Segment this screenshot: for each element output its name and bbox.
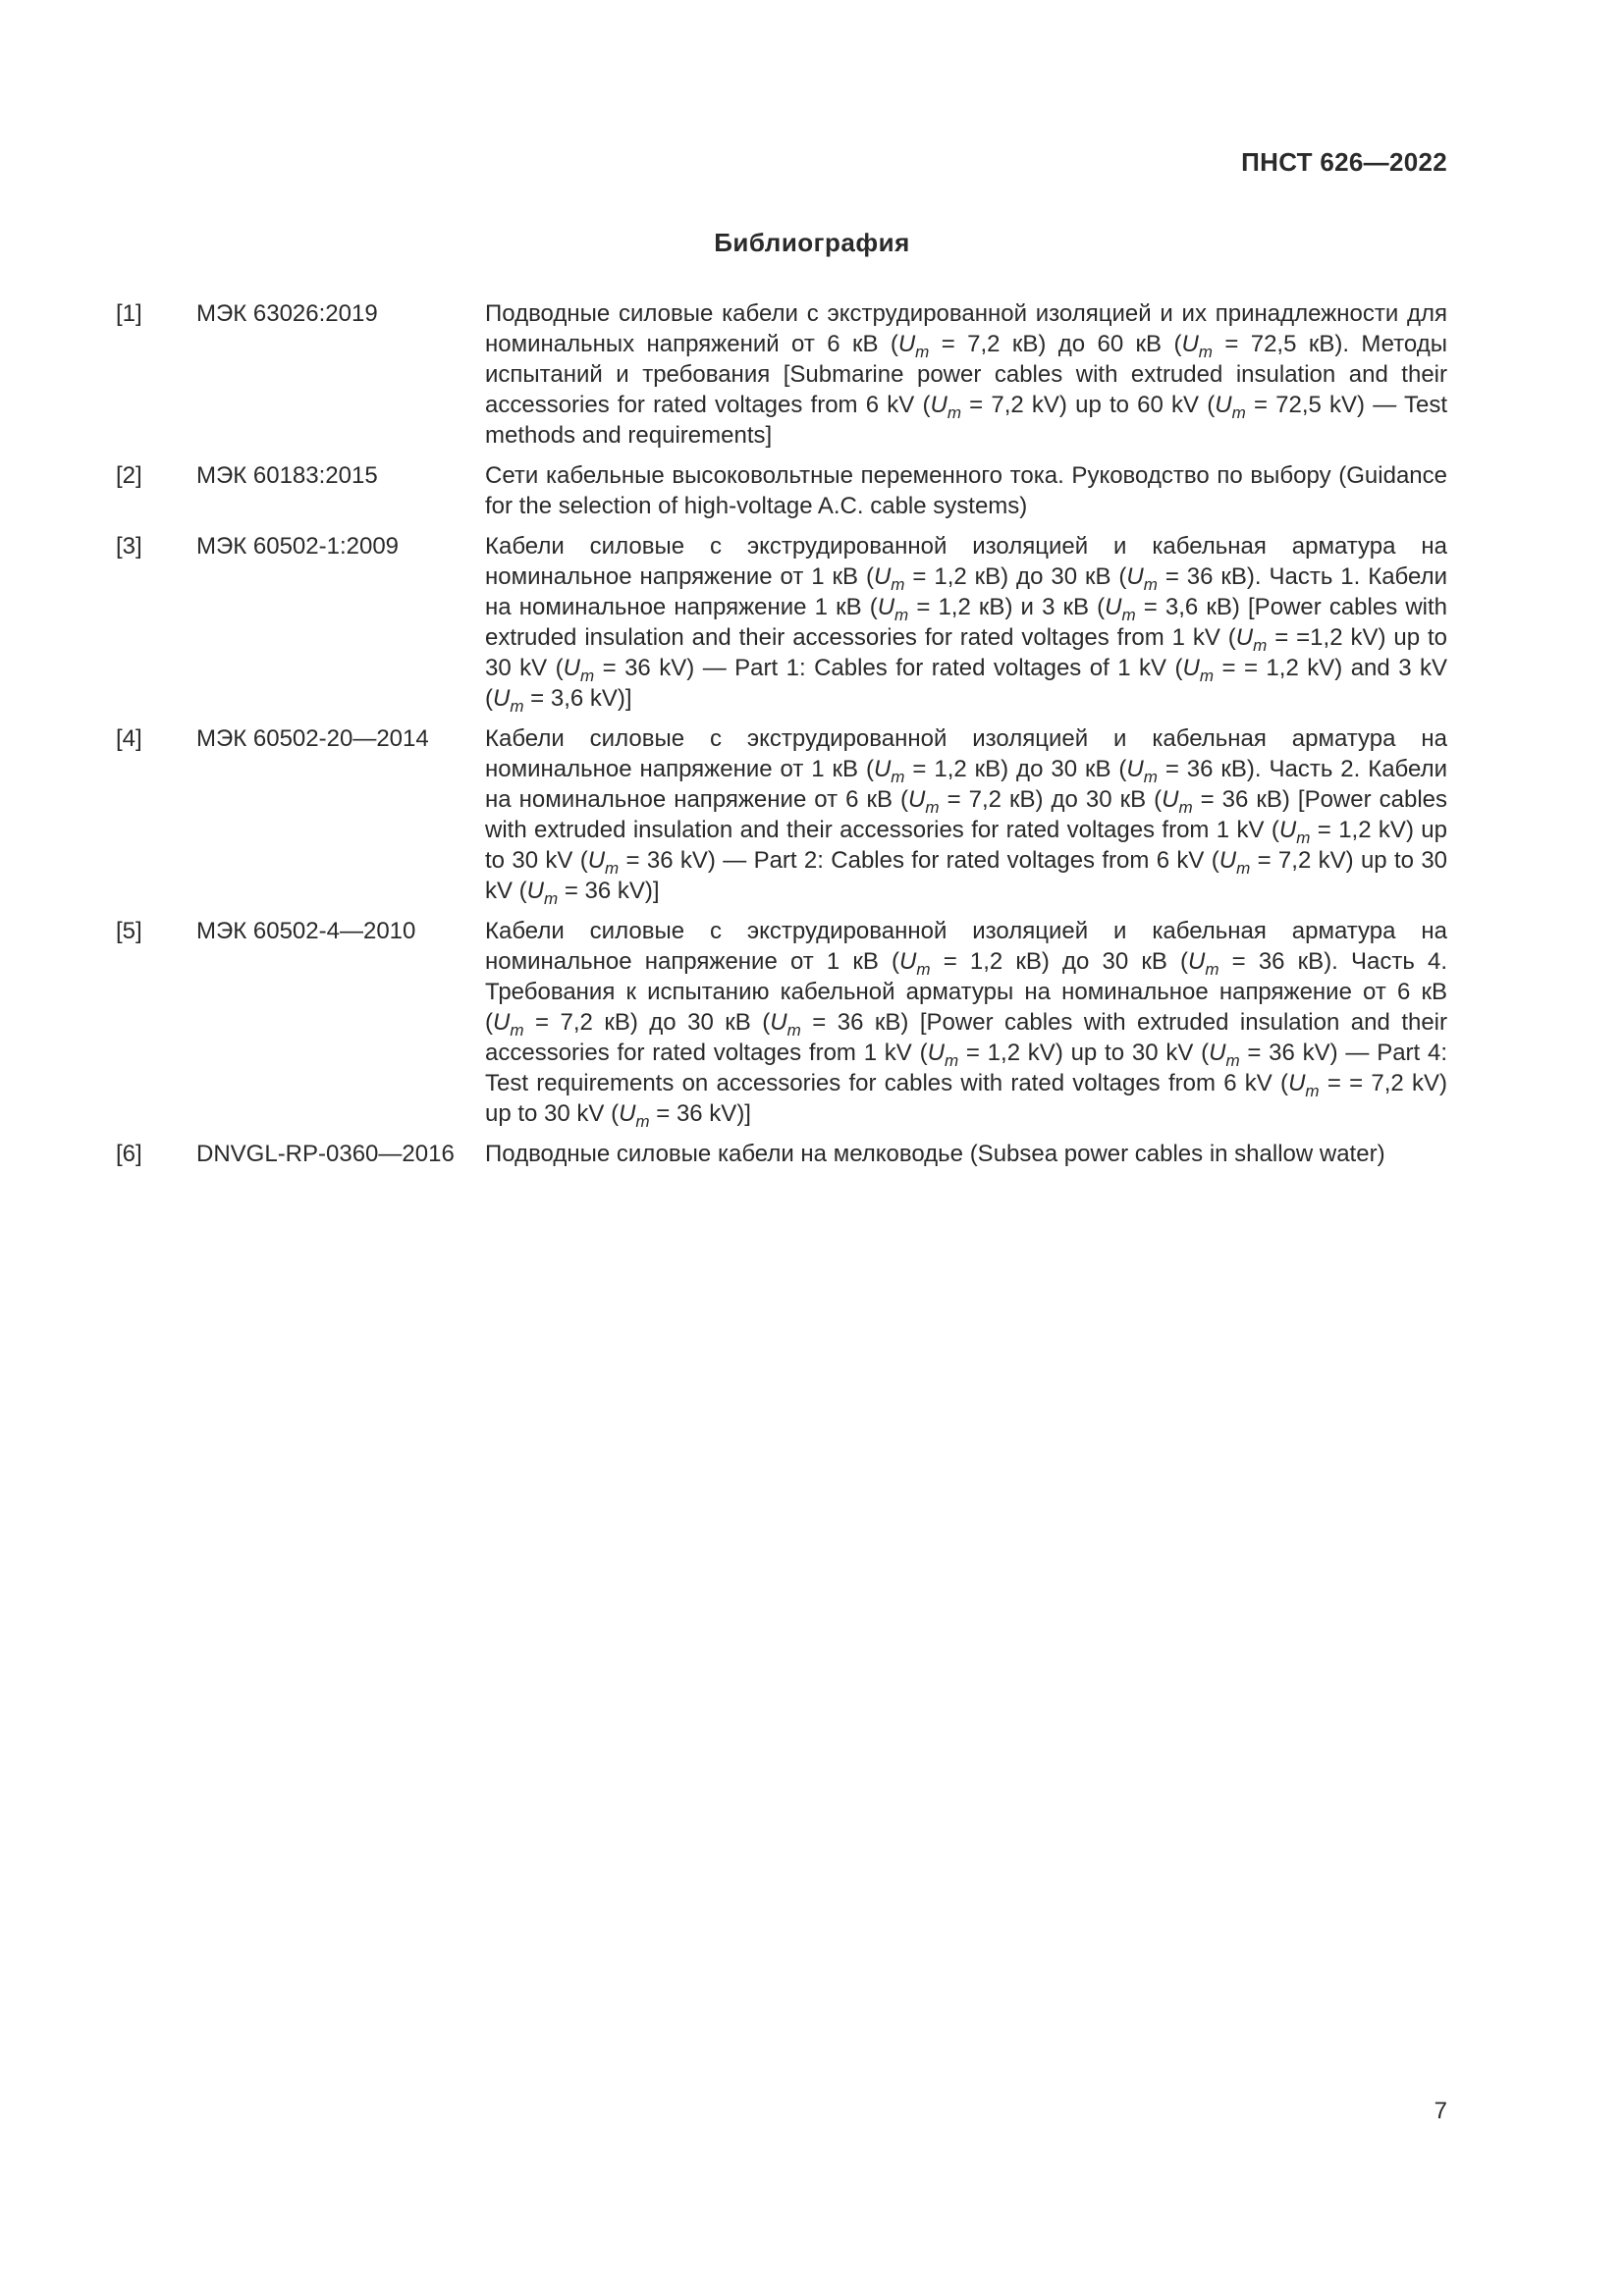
entry-standard-code: МЭК 60502-4—2010	[196, 918, 416, 944]
page-number: 7	[1434, 2098, 1447, 2124]
entry-standard-code: МЭК 60502-1:2009	[196, 533, 400, 560]
entry-description: Сети кабельные высоковольтные переменного тока. Руководство по выбору (Guidance for the selection of high-voltage A.C. cable systems)	[485, 462, 1447, 519]
bibliography-entry	[116, 460, 1447, 521]
entry-description: Подводные силовые кабели на мелководье (Subsea power cables in shallow water)	[485, 1141, 1385, 1167]
bibliography-entry	[116, 723, 1447, 906]
document-code: ПНСТ 626—2022	[1241, 147, 1447, 177]
entry-description: Кабели силовые с экструдированной изоляцией и кабельная арматура на номинальное напряжение от 1 кВ ($U_m = 1,2$ кВ) до 30 кВ ($U_m = 36$ кВ). Часть 2. Кабели на номинальное напряжение от 6 кВ ($U_m = 7,2$ кВ) до 30 кВ ($U_m = 36$ кВ) [Power cables with extruded insulation and their accessories for rated voltages from 1 kV ($U_m = 1,2$ kV) up to 30 kV ($U_m = 36$ kV) — Part 2: Cables for rated voltages from 6 kV ($U_m = 7,2$ kV) up to 30 kV ($U_m = 36$ kV)]	[485, 725, 1448, 908]
entry-number: [6]	[116, 1141, 142, 1167]
entry-number: [1]	[116, 300, 142, 327]
bibliography-entry	[116, 531, 1447, 714]
bibliography-entry	[116, 1139, 1447, 1169]
entry-description: Кабели силовые с экструдированной изоляцией и кабельная арматура на номинальное напряжение от 1 кВ ($U_m = 1,2$ кВ) до 30 кВ ($U_m = 36$ кВ). Часть 1. Кабели на номинальное напряжение 1 кВ ($U_m = 1,2$ кВ) и 3 кВ ($U_m = 3,6$ кВ) [Power cables with extruded insulation and their accessories for rated voltages from 1 kV ($U_m = =1,2$ kV) up to 30 kV ($U_m = 36$ kV) — Part 1: Cables for rated voltages of 1 kV ($U_m$ = = 1,2 kV) and 3 kV ($U_m = 3,6$ kV)]	[485, 533, 1448, 716]
entry-number: [5]	[116, 918, 142, 944]
bibliography-list	[116, 298, 1447, 1179]
page-title: Библиография	[714, 228, 910, 257]
entry-standard-code: МЭК 60183:2015	[196, 462, 378, 489]
entry-number: [4]	[116, 725, 142, 752]
entry-description: Кабели силовые с экструдированной изоляцией и кабельная арматура на номинальное напряжение от 1 кВ ($U_m = 1,2$ кВ) до 30 кВ ($U_m = 36$ кВ). Часть 4. Требования к испытанию кабельной арматуры на номинальное напряжение от 6 кВ ($U_m = 7,2$ кВ) до 30 кВ ($U_m = 36$ кВ) [Power cables with extruded insulation and their accessories for rated voltages from 1 kV ($U_m = 1,2$ kV) up to 30 kV ($U_m = 36$ kV) — Part 4: Test requirements on accessories for cables with rated voltages from 6 kV ($U_m$ = = 7,2 kV) up to 30 kV ($U_m = 36$ kV)]	[485, 918, 1448, 1131]
entry-standard-code: МЭК 63026:2019	[196, 300, 378, 327]
entry-description: Подводные силовые кабели с экструдированной изоляцией и их принадлежности для номинальных напряжений от 6 кВ ($U_m = 7,2$ кВ) до 60 кВ ($U_m = 72,5$ кВ). Методы испытаний и требования [Submarine power cables with extruded insulation and their accessories for rated voltages from 6 kV ($U_m = 7,2$ kV) up to 60 kV ($U_m = 72,5$ kV) — Test methods and requirements]	[485, 300, 1447, 449]
entry-standard-code: DNVGL-RP-0360—2016	[196, 1141, 455, 1167]
entry-number: [2]	[116, 462, 142, 489]
entry-number: [3]	[116, 533, 142, 560]
entry-standard-code: МЭК 60502-20—2014	[196, 725, 429, 752]
bibliography-entry	[116, 298, 1447, 451]
bibliography-entry	[116, 916, 1447, 1129]
